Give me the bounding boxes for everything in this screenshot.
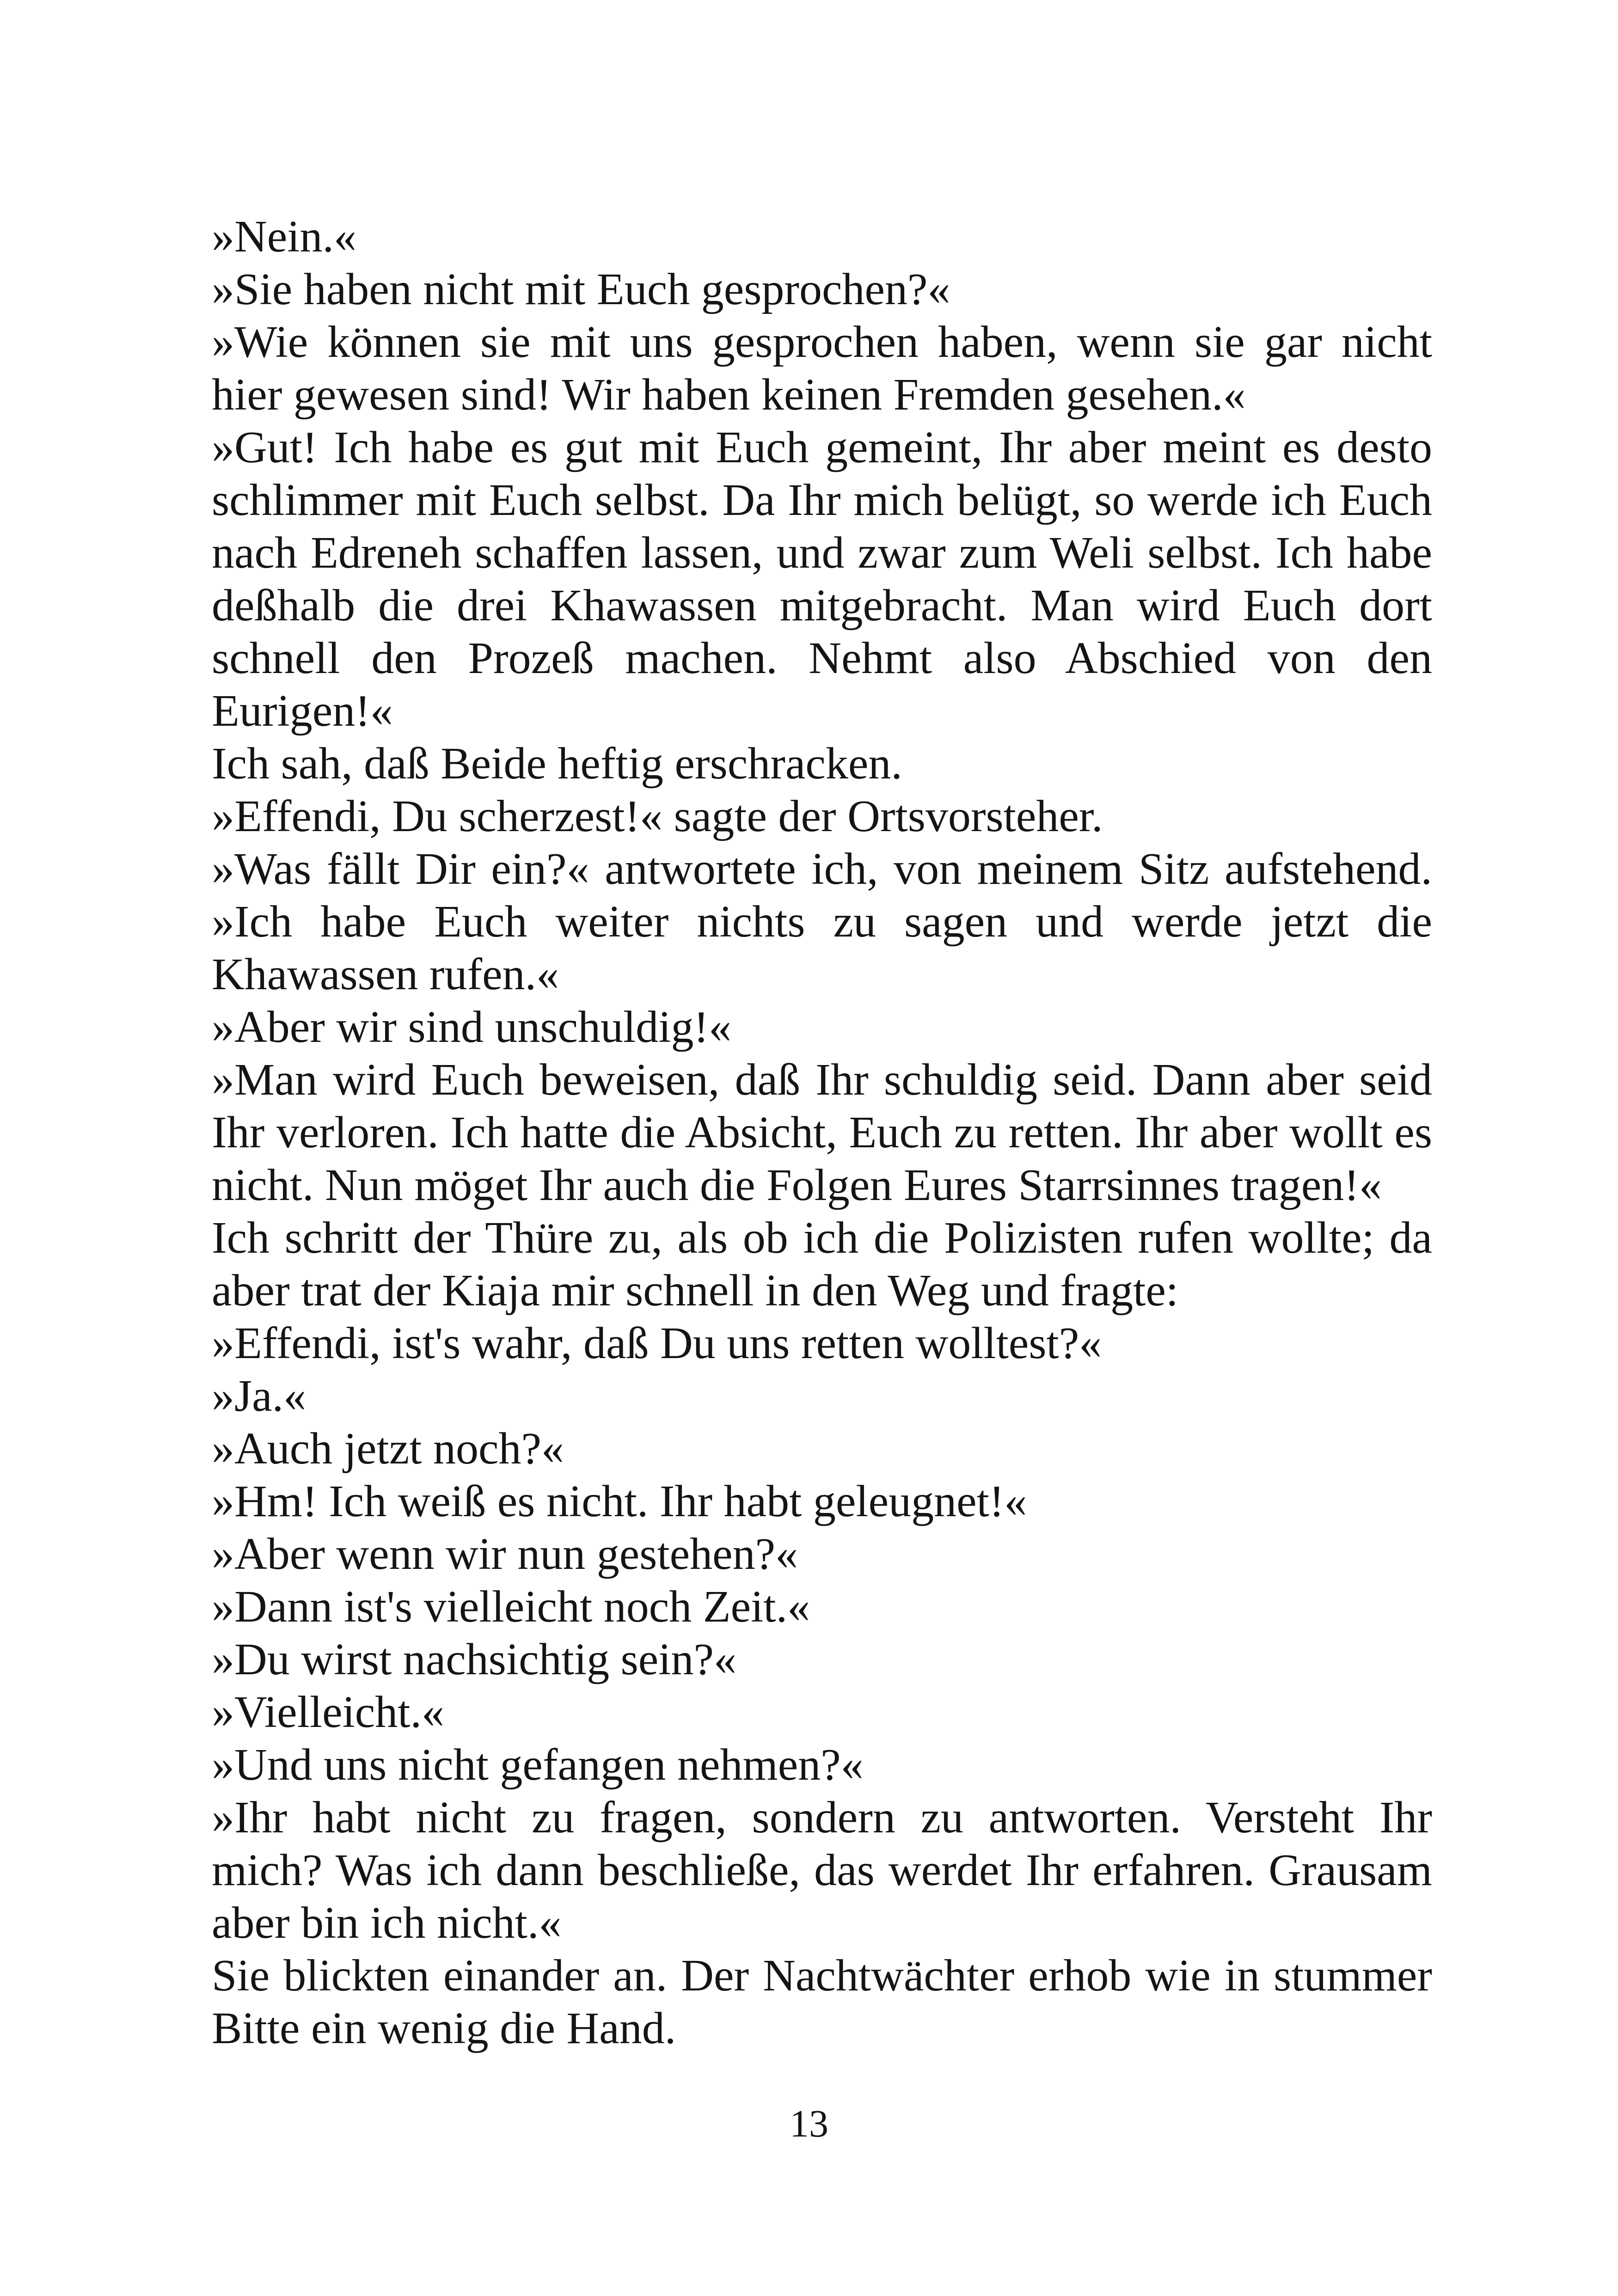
text-line: »Du wirst nachsichtig sein?« bbox=[212, 1635, 736, 1684]
page-number: 13 bbox=[790, 2102, 828, 2145]
text-line: »Auch jetzt noch?« bbox=[212, 1424, 564, 1474]
text-line: nach Edreneh schaffen lassen, und zwar zum Weli selbst. Ich habe bbox=[212, 528, 1432, 578]
text-line: mich? Was ich dann beschließe, das werdet Ihr erfahren. Grausam bbox=[212, 1845, 1432, 1895]
text-line: Eurigen!« bbox=[212, 686, 393, 736]
text-line: »Ihr habt nicht zu fragen, sondern zu antworten. Versteht Ihr bbox=[212, 1793, 1432, 1843]
text-line: »Aber wir sind unschuldig!« bbox=[212, 1002, 732, 1052]
text-line: aber bin ich nicht.« bbox=[212, 1898, 562, 1948]
text-line: »Und uns nicht gefangen nehmen?« bbox=[212, 1740, 864, 1790]
text-line: »Nein.« bbox=[212, 212, 356, 262]
text-line: »Wie können sie mit uns gesprochen haben, wenn sie gar nicht bbox=[212, 317, 1432, 367]
text-line: schlimmer mit Euch selbst. Da Ihr mich belügt, so werde ich Euch bbox=[212, 475, 1432, 525]
text-line: »Vielleicht.« bbox=[212, 1687, 445, 1737]
text-line: »Man wird Euch beweisen, daß Ihr schuldig seid. Dann aber seid bbox=[212, 1055, 1432, 1105]
text-line: »Effendi, Du scherzest!« sagte der Ortsvorsteher. bbox=[212, 791, 1103, 841]
text-line: Ihr verloren. Ich hatte die Absicht, Euch zu retten. Ihr aber wollt es bbox=[212, 1108, 1432, 1157]
text-line: »Hm! Ich weiß es nicht. Ihr habt geleugnet!« bbox=[212, 1476, 1027, 1526]
text-line: schnell den Prozeß machen. Nehmt also Abschied von den bbox=[212, 633, 1432, 683]
text-line: Ich schritt der Thüre zu, als ob ich die Polizisten rufen wollte; da bbox=[212, 1213, 1432, 1263]
text-line: hier gewesen sind! Wir haben keinen Fremden gesehen.« bbox=[212, 370, 1246, 420]
text-line: Sie blickten einander an. Der Nachtwächter erhob wie in stummer bbox=[212, 1951, 1432, 2001]
text-line: Ich sah, daß Beide heftig erschracken. bbox=[212, 739, 902, 789]
text-line: »Ja.« bbox=[212, 1371, 306, 1421]
text-line: Bitte ein wenig die Hand. bbox=[212, 2003, 676, 2053]
text-line: »Ich habe Euch weiter nichts zu sagen und werde jetzt die bbox=[212, 897, 1432, 947]
text-line: aber trat der Kiaja mir schnell in den Weg und fragte: bbox=[212, 1266, 1179, 1316]
text-line: »Was fällt Dir ein?« antwortete ich, von meinem Sitz aufstehend. bbox=[212, 844, 1432, 894]
text-line: »Aber wenn wir nun gestehen?« bbox=[212, 1529, 798, 1579]
body-text bbox=[212, 210, 1432, 2055]
text-line: nicht. Nun möget Ihr auch die Folgen Eures Starrsinnes tragen!« bbox=[212, 1160, 1382, 1210]
text-line: deßhalb die drei Khawassen mitgebracht. Man wird Euch dort bbox=[212, 581, 1432, 631]
text-line: »Effendi, ist's wahr, daß Du uns retten wolltest?« bbox=[212, 1318, 1102, 1368]
text-line: »Gut! Ich habe es gut mit Euch gemeint, Ihr aber meint es desto bbox=[212, 422, 1432, 472]
text-line: »Dann ist's vielleicht noch Zeit.« bbox=[212, 1582, 810, 1632]
text-line: »Sie haben nicht mit Euch gesprochen?« bbox=[212, 264, 950, 314]
text-line: Khawassen rufen.« bbox=[212, 949, 559, 999]
